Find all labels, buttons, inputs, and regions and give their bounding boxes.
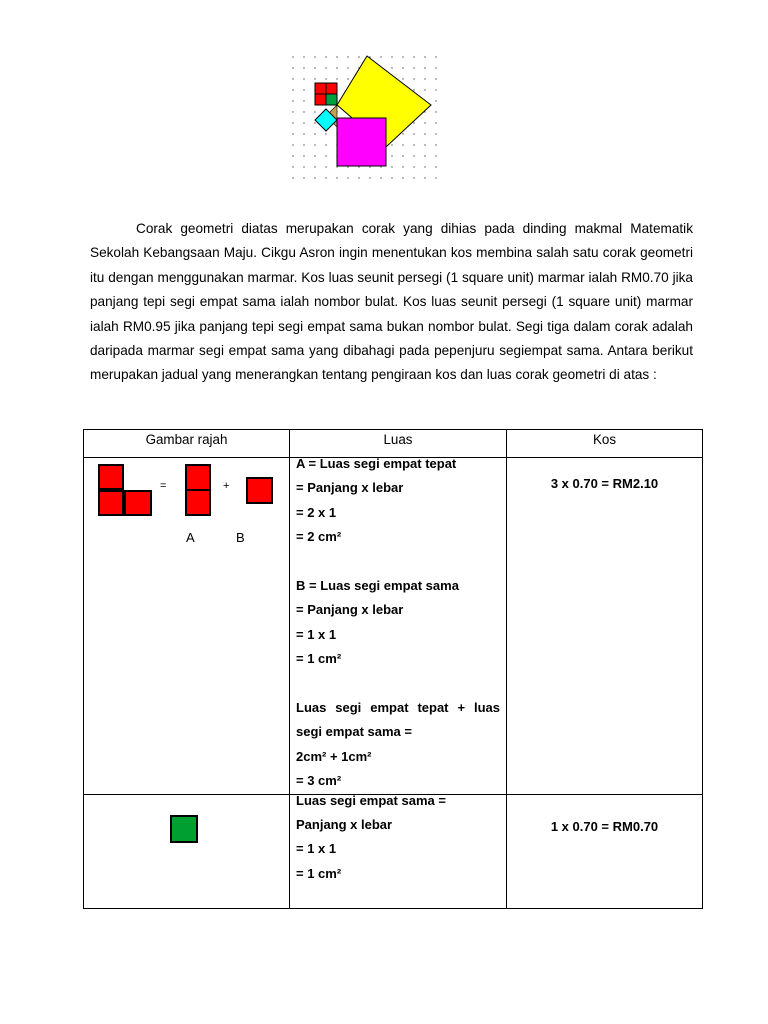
green-square	[170, 815, 198, 843]
luas-line: = 2 x 1	[296, 504, 337, 520]
plus-sign: +	[223, 480, 230, 492]
description-paragraph: Corak geometri diatas merupakan corak yang dihias pada dinding makmal Matematik Sekolah Kebangsaan Maju. Cikgu Asron ingin menentukan kos membina salah satu corak geometri itu dengan menggunakan marmar. Kos luas seunit persegi (1 square unit) marmar ialah RM0.70 jika panjang tepi segi empat sama ialah nombor bulat. Kos luas seunit persegi (1 square unit) marmar ialah RM0.95 jika panjang tepi segi empat sama bukan nombor bulat. Segi tiga dalam corak adalah daripada marmar segi empat sama yang dibahagi pada pepenjuru segiempat sama. Antara berikut merupakan jadual yang menerangkan tentang pengiraan kos dan luas corak geometri di atas :	[90, 221, 693, 383]
kos-value: 3 x 0.70 = RM2.10	[550, 476, 659, 491]
luas-cell	[290, 458, 507, 795]
luas-calculation	[290, 789, 506, 887]
luas-line: = 3 cm²	[296, 773, 342, 789]
luas-cell	[290, 794, 507, 908]
luas-line: = 1 cm²	[296, 865, 342, 881]
luas-calculation	[290, 452, 506, 794]
red-square	[98, 490, 124, 516]
figure-cell	[84, 458, 290, 795]
luas-line: B = Luas segi empat sama	[296, 578, 459, 594]
header-luas: Luas	[290, 430, 507, 458]
luas-line: = 1 x 1	[296, 841, 337, 857]
geometric-pattern-figure	[288, 52, 446, 182]
red-square	[124, 490, 152, 516]
shape-diagram	[84, 795, 289, 908]
table-row	[84, 458, 703, 795]
luas-line: = Panjang x lebar	[296, 602, 404, 618]
red-square	[246, 477, 273, 504]
luas-line: = 1 cm²	[296, 651, 342, 667]
luas-line: Luas segi empat tepat + luas	[296, 700, 500, 716]
luas-line: segi empat sama =	[296, 724, 412, 740]
kos-value: 1 x 0.70 = RM0.70	[550, 818, 659, 834]
red-square	[315, 94, 326, 105]
luas-line: = 2 cm²	[296, 529, 342, 545]
red-square	[98, 464, 124, 490]
header-kos: Kos	[507, 430, 703, 458]
kos-cell	[507, 458, 703, 795]
green-square	[326, 94, 337, 105]
red-square	[326, 83, 337, 94]
figure-cell	[84, 794, 290, 908]
luas-line: A = Luas segi empat tepat	[296, 456, 457, 471]
shape-diagram	[84, 458, 289, 794]
header-gambar-rajah: Gambar rajah	[84, 430, 290, 458]
magenta-square	[337, 118, 386, 166]
equals-sign: =	[160, 480, 167, 492]
red-square	[185, 489, 211, 516]
luas-line: = 1 x 1	[296, 626, 337, 642]
table-row	[84, 794, 703, 908]
label-a: A	[186, 530, 195, 545]
luas-line: Luas segi empat sama =	[296, 792, 446, 808]
red-square	[315, 83, 326, 94]
luas-line: = Panjang x lebar	[296, 480, 404, 496]
label-b: B	[236, 530, 245, 545]
calculation-table	[83, 429, 703, 909]
red-square	[185, 464, 211, 491]
kos-cell	[507, 794, 703, 908]
luas-line: 2cm² + 1cm²	[296, 748, 372, 764]
luas-line: Panjang x lebar	[296, 817, 393, 833]
